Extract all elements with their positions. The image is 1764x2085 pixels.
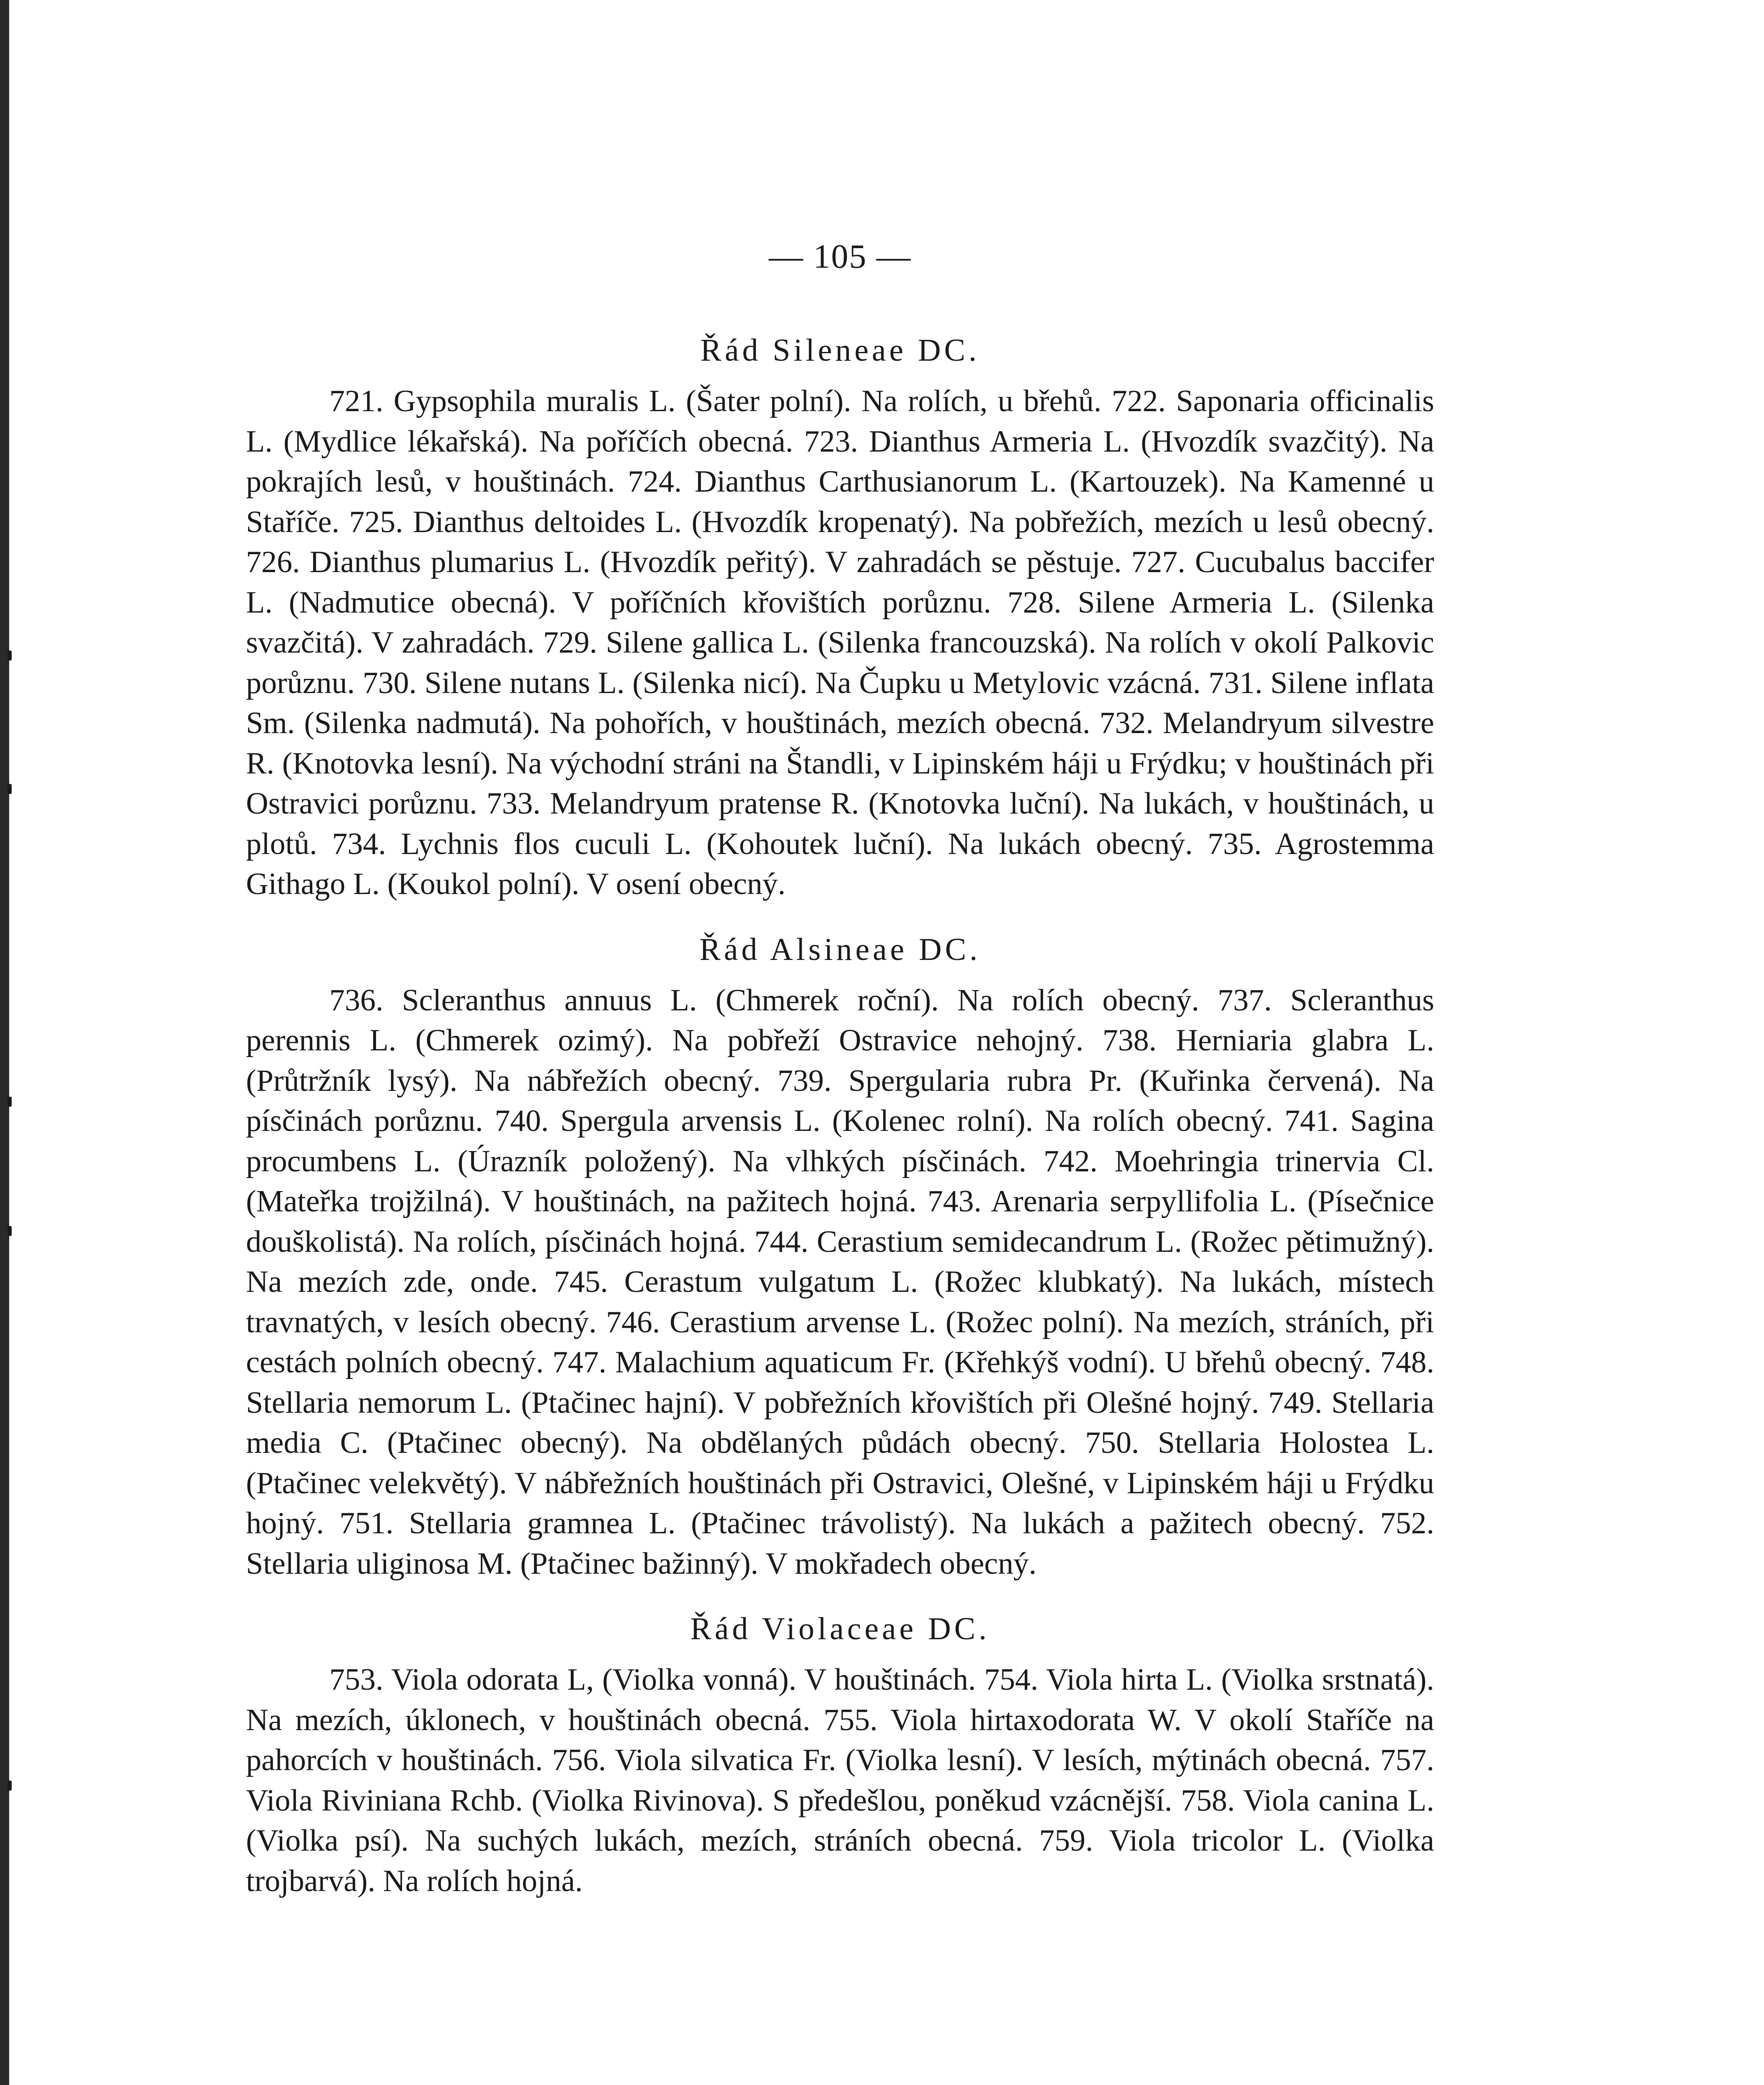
section-violaceae <box>246 1608 1434 1901</box>
section-text: 753. Viola odorata L, (Violka vonná). V houštinách. 754. Viola hirta L. (Violka srstnatá). Na mezích, úklonech, v houštinách obecná. 755. Viola hirtaxodorata W. V okolí Staříče na pahorcích v houštinách. 756. Viola silvatica Fr. (Violka lesní). V lesích, mýtinách obecná. 757. Viola Riviniana Rchb. (Violka Rivinova). S předešlou, poněkud vzácnější. 758. Viola canina L. (Violka psí). Na suchých lukách, mezích, stráních obecná. 759. Viola tricolor L. (Violka trojbarvá). Na rolích hojná. <box>246 1663 1434 1898</box>
section-text: 721. Gypsophila muralis L. (Šater polní). Na rolích, u břehů. 722. Saponaria officinalis L. (Mydlice lékařská). Na poříčích obecná. 723. Dianthus Armeria L. (Hvozdík svazčitý). Na pokrajích lesů, v houštinách. 724. Dianthus Carthusianorum L. (Kartouzek). Na Kamenné u Staříče. 725. Dianthus deltoides L. (Hvozdík kropenatý). Na pobřežích, mezích u lesů obecný. 726. Dianthus plumarius L. (Hvozdík peřitý). V zahradách se pěstuje. 727. Cucubalus baccifer L. (Nadmutice obecná). V poříčních křovištích porůznu. 728. Silene Armeria L. (Silenka svazčitá). V zahradách. 729. Silene gallica L. (Silenka francouzská). Na rolích v okolí Palkovic porůznu. 730. Silene nutans L. (Silenka nicí). Na Čupku u Metylovic vzácná. 731. Silene inflata Sm. (Silenka nadmutá). Na pohořích, v houštinách, mezích obecná. 732. Melandryum silvestre R. (Knotovka lesní). Na východní stráni na Štandli, v Lipinském háji u Frýdku; v houštinách při Ostravici porůznu. 733. Melandryum pratense R. (Knotovka luční). Na lukách, v houštinách, u plotů. 734. Lychnis flos cuculi L. (Kohoutek luční). Na lukách obecný. 735. Agrostemma Githago L. (Koukol polní). V osení obecný. <box>246 384 1434 901</box>
section-heading: Řád Sileneae DC. <box>700 333 980 368</box>
document-page <box>246 234 1434 1925</box>
section-alsineae <box>246 929 1434 1584</box>
scan-binding-edge <box>0 0 9 2085</box>
scan-mark <box>8 1781 12 1791</box>
scan-mark <box>8 1097 12 1107</box>
section-sileneae <box>246 329 1434 904</box>
scan-mark <box>8 1226 12 1236</box>
scan-mark <box>8 784 12 794</box>
section-heading: Řád Alsineae DC. <box>699 932 981 967</box>
section-heading: Řád Violaceae DC. <box>690 1611 990 1646</box>
section-text: 736. Scleranthus annuus L. (Chmerek roční). Na rolích obecný. 737. Scleranthus perennis L. (Chmerek ozimý). Na pobřeží Ostravice nehojný. 738. Herniaria glabra L. (Průtržník lysý). Na nábřežích obecný. 739. Spergularia rubra Pr. (Kuřinka červená). Na písčinách porůznu. 740. Spergula arvensis L. (Kolenec rolní). Na rolích obecný. 741. Sagina procumbens L. (Úrazník položený). Na vlhkých písčinách. 742. Moehringia trinervia Cl. (Mateřka trojžilná). V houštinách, na pažitech hojná. 743. Arenaria serpyllifolia L. (Písečnice douškolistá). Na rolích, písčinách hojná. 744. Cerastium semidecandrum L. (Rožec pětimužný). Na mezích zde, onde. 745. Cerastum vulgatum L. (Rožec klubkatý). Na lukách, místech travnatých, v lesích obecný. 746. Cerastium arvense L. (Rožec polní). Na mezích, stráních, při cestách polních obecný. 747. Malachium aquaticum Fr. (Křehkýš vodní). U břehů obecný. 748. Stellaria nemorum L. (Ptačinec hajní). V pobřežních křovištích při Olešné hojný. 749. Stellaria media C. (Ptačinec obecný). Na obdělaných půdách obecný. 750. Stellaria Holostea L. (Ptačinec velekvětý). V nábřežních houštinách při Ostravici, Olešné, v Lipinském háji u Frýdku hojný. 751. Stellaria gramnea L. (Ptačinec trávolistý). Na lukách a pažitech obecný. 752. Stellaria uliginosa M. (Ptačinec bažinný). V mokřadech obecný. <box>246 983 1434 1581</box>
page-number: — 105 — <box>769 237 911 275</box>
scan-mark <box>8 651 12 661</box>
